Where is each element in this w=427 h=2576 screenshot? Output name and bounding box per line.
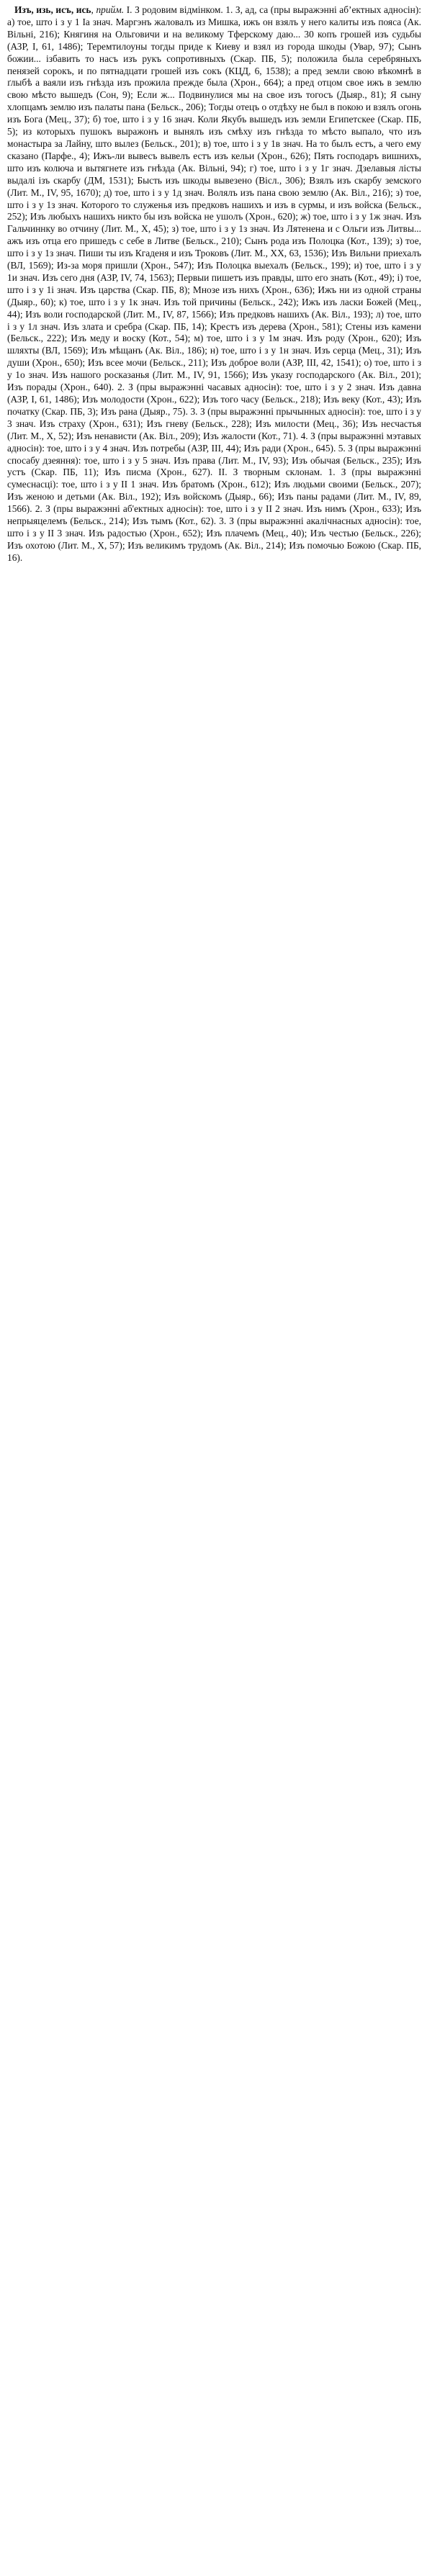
entry-headword: Изъ, изь, исъ, ись	[14, 4, 91, 15]
entry-body: I. З родовим відмінком. 1. З, ад, са (пры выражэнні абʼектных адносін): а) тое, што і з у 1 Iа знач. Маргэнъ жаловалъ из Мишка, ижъ он взялъ у него калиты изъ пояса (Ак. Вільні, 216); Княгиня на Ольговичи и на великому Тферскому даю... 30 копъ грошей изъ судьбы (АЗР, I, 61, 1486); Теремтилоуны тогды приде к Киеву и взял из города шкоды (Увар, 97); Сынъ божии... ізбавить то насъ изъ рукъ сопротивныхъ (Скар. ПБ, 5); положила была серебряныхъ пенязей сорокъ, и по пятнадцати грошей изъ сокъ (КЦД, 6, 1538); а пред земли свою вѣкомнѣ в ґлыбѣ а ваяли изъ гнѣзда изъ прожила прежде была (Хрон., 664); а пред отцом свое ижъ в землю свою мѣсто вышедъ (Сон, 9); Если ж... Подвинулися мы на свое изъ тогосъ (Дыяр., 81); Я сыну хлопцамъ землю изъ палаты пана (Бельск., 206); Тогды отецъ о отдѣху не был в покою и взялъ огонь изъ Бога (Мец., 37); б) тое, што і з у 16 знач. Коли Якубъ вышедъ изъ земли Египетскее (Скар. ПБ, 5); из которыхъ пушокъ выражонъ и вынялъ изъ смѣху изъ гнѣзда то мѣсто выпало, что изъ монастыра за Лайну, што вылез (Бельск., 201); в) тое, што і з у 1в знач. На то былъ естъ, а чего ему сказано (Парфе., 4); Ижъ-ли вывесъ вывелъ естъ изъ кельи (Хрон., 626); Пять господаръ вишнихъ, што изъ колюча и вытягнете изъ гнѣзда (Ак. Вільні, 94); г) тое, што і з у 1г знач. Дзелавыя лісты выдалі ізъ скарбу (ДМ, 1531); Бысть изъ шкоды вывезено (Вісл., 306); Взялъ изъ скарбу земского (Лит. М., IV, 95, 1670); д) тое, што і з у 1д знач. Волялъ изъ пана свою землю (Ак. Віл., 216); з) тое, што і з у 1з знач. Которого то служенья изъ предковъ нашихъ и изъ в сурмы, и изъ войска (Бельск., 252); Изъ любыхъ нашихъ никто бы изъ войска не ушолъ (Хрон., 620); ж) тое, што і з у 1ж знач. Изъ Гальчиннку во отчину (Лит. М., X, 45); з) тое, што і з у 1з знач. Из Лятенена и с Ольги изъ Литвы... ажъ изъ отца его пришедъ с себе в Литве (Бельск., 210); Сынъ рода изъ Полоцка (Кот., 139); з) тое, што і з у 1з знач. Пиши ты изъ Кгаденя и изъ Троковъ (Лит. М., XX, 63, 1536); Изъ Вильни приехалъ (ВЛ, 1569); Из-за моря пришли (Хрон., 547); Изъ Полоцка выехалъ (Бельск., 199); и) тое, што і з у 1и знач. Изъ сего дня (АЗР, IV, 74, 1563); Первыи пишетъ изъ правды, што его знать (Кот., 49); і) тое, што і з у 1і знач. Изъ царства (Скар. ПБ, 8); Мнозе изъ нихъ (Хрон., 636); Ижъ ни из одной страны (Дыяр., 60); к) тое, што і з у 1к знач. Изъ той причины (Бельск., 242); Ижъ изъ ласки Божей (Мец., 44); Изъ воли господарской (Лит. М., IV, 87, 1566); Изъ предковъ нашихъ (Ак. Віл., 193); л) тое, што і з у 1л знач. Изъ злата и сребра (Скар. ПБ, 14); Крестъ изъ дерева (Хрон., 581); Стены изъ камени (Бельск., 222); Изъ меду и воску (Кот., 54); м) тое, што і з у 1м знач. Изъ роду (Хрон., 620); Изъ шляхты (ВЛ, 1569); Изъ мѣщанъ (Ак. Віл., 186); н) тое, што і з у 1н знач. Изъ серца (Мец., 31); Изъ души (Хрон., 650); Изъ всее мочи (Бельск., 211); Изъ доброе воли (АЗР, III, 42, 1541); о) тое, што і з у 1о знач. Изъ нашого росказанья (Лит. М., IV, 91, 1566); Изъ указу господарского (Ак. Віл., 201); Изъ порады (Хрон., 640). 2. З (пры выражэнні часавых адносін): тое, што і з у 2 знач. Изъ давна (АЗР, I, 61, 1486); Изъ молодости (Хрон., 622); Изъ того часу (Бельск., 218); Изъ веку (Кот., 43); Изъ початку (Скар. ПБ, 3); Изъ рана (Дыяр., 75). 3. З (пры выражэнні прычынных адносін): тое, што і з у 3 знач. Изъ страху (Хрон., 631); Изъ гневу (Бельск., 228); Изъ милости (Мец., 36); Изъ несчастья (Лит. М., X, 52); Изъ ненависти (Ак. Віл., 209); Изъ жалости (Кот., 71). 4. З (пры выражэнні мэтавых адносін): тое, што і з у 4 знач. Изъ потребы (АЗР, III, 44); Изъ ради (Хрон., 645). 5. З (пры выражэнні спосабу дзеяння): тое, што і з у 5 знач. Изъ права (Лит. М., IV, 93); Изъ обычая (Бельск., 235); Изъ устъ (Скар. ПБ, 11); Изъ писма (Хрон., 627). II. З творным склонам. 1. З (пры выражэнні сумеснасці): тое, што і з у II 1 знач. Изъ братомъ (Хрон., 612); Изъ людьми своими (Бельск., 207); Изъ женою и детьми (Ак. Віл., 192); Изъ войскомъ (Дыяр., 66); Изъ паны радами (Лит. М., IV, 89, 1566). 2. З (пры выражэнні аб'ектных адносін): тое, што і з у II 2 знач. Изъ нимъ (Хрон., 633); Изъ непрыяцелемъ (Бельск., 214); Изъ тымъ (Кот., 62). 3. З (пры выражэнні акалічнасных адносін): тое, што і з у II 3 знач. Изъ радостью (Хрон., 652); Изъ плачемъ (Мец., 40); Изъ честью (Бельск., 226); Изъ охотою (Лит. М., X, 57); Изъ великимъ трудомъ (Ак. Віл., 214); Изъ помочью Божою (Скар. ПБ, 16).	[7, 4, 421, 563]
entry-part-of-speech: прийм.	[96, 4, 125, 15]
dictionary-entry: Изъ, изь, исъ, ись, прийм. I. З родовим відмінком. 1. З, ад, са (пры выражэнні абʼектных адносін): а) тое, што і з у 1 Iа знач. Маргэнъ жаловалъ из Мишка, ижъ он взялъ у него калиты изъ пояса (Ак. Вільні, 216); Княгиня на Ольговичи и на великому Тферскому даю... 30 копъ грошей изъ судьбы (АЗР, I, 61, 1486); Теремтилоуны тогды приде к Киеву и взял из города шкоды (Увар, 97); Сынъ божии... ізбавить то насъ изъ рукъ сопротивныхъ (Скар. ПБ, 5); положила была серебряныхъ пенязей сорокъ, и по пятнадцати грошей изъ сокъ (КЦД, 6, 1538); а пред земли свою вѣкомнѣ в ґлыбѣ а ваяли изъ гнѣзда изъ прожила прежде была (Хрон., 664); а пред отцом свое ижъ в землю свою мѣсто вышедъ (Сон, 9); Если ж... Подвинулися мы на свое изъ тогосъ (Дыяр., 81); Я сыну хлопцамъ землю изъ палаты пана (Бельск., 206); Тогды отецъ о отдѣху не был в покою и взялъ огонь изъ Бога (Мец., 37); б) тое, што і з у 16 знач. Коли Якубъ вышедъ изъ земли Египетскее (Скар. ПБ, 5); из которыхъ пушокъ выражонъ и вынялъ изъ смѣху изъ гнѣзда то мѣсто выпало, что изъ монастыра за Лайну, што вылез (Бельск., 201); в) тое, што і з у 1в знач. На то былъ естъ, а чего ему сказано (Парфе., 4); Ижъ-ли вывесъ вывелъ естъ изъ кельи (Хрон., 626); Пять господаръ вишнихъ, што изъ колюча и вытягнете изъ гнѣзда (Ак. Вільні, 94); г) тое, што і з у 1г знач. Дзелавыя лісты выдалі ізъ скарбу (ДМ, 1531); Бысть изъ шкоды вывезено (Вісл., 306); Взялъ изъ скарбу земского (Лит. М., IV, 95, 1670); д) тое, што і з у 1д знач. Волялъ изъ пана свою землю (Ак. Віл., 216); з) тое, што і з у 1з знач. Которого то служенья изъ предковъ нашихъ и изъ в сурмы, и изъ войска (Бельск., 252); Изъ любыхъ нашихъ никто бы изъ войска не ушолъ (Хрон., 620); ж) тое, што і з у 1ж знач. Изъ Гальчиннку во отчину (Лит. М., X, 45); з) тое, што і з у 1з знач. Из Лятенена и с Ольги изъ Литвы... ажъ изъ отца его пришедъ с себе в Литве (Бельск., 210); Сынъ рода изъ Полоцка (Кот., 139); з) тое, што і з у 1з знач. Пиши ты изъ Кгаденя и изъ Троковъ (Лит. М., XX, 63, 1536); Изъ Вильни приехалъ (ВЛ, 1569); Из-за моря пришли (Хрон., 547); Изъ Полоцка выехалъ (Бельск., 199); и) тое, што і з у 1и знач. Изъ сего дня (АЗР, IV, 74, 1563); Первыи пишетъ изъ правды, што его знать (Кот., 49); і) тое, што і з у 1і знач. Изъ царства (Скар. ПБ, 8); Мнозе изъ нихъ (Хрон., 636); Ижъ ни из одной страны (Дыяр., 60); к) тое, што і з у 1к знач. Изъ той причины (Бельск., 242); Ижъ изъ ласки Божей (Мец., 44); Изъ воли господарской (Лит. М., IV, 87, 1566); Изъ предковъ нашихъ (Ак. Віл., 193); л) тое, што і з у 1л знач. Изъ злата и сребра (Скар. ПБ, 14); Крестъ изъ дерева (Хрон., 581); Стены изъ камени (Бельск., 222); Изъ меду и воску (Кот., 54); м) тое, што і з у 1м знач. Изъ роду (Хрон., 620); Изъ шляхты (ВЛ, 1569); Изъ мѣщанъ (Ак. Віл., 186); н) тое, што і з у 1н знач. Изъ серца (Мец., 31); Изъ души (Хрон., 650); Изъ всее мочи (Бельск., 211); Изъ доброе воли (АЗР, III, 42, 1541); о) тое, што і з у 1о знач. Изъ нашого росказанья (Лит. М., IV, 91, 1566); Изъ указу господарского (Ак. Віл., 201); Изъ порады (Хрон., 640). 2. З (пры выражэнні часавых адносін): тое, што і з у 2 знач. Изъ давна (АЗР, I, 61, 1486); Изъ молодости (Хрон., 622); Изъ того часу (Бельск., 218); Изъ веку (Кот., 43); Изъ початку (Скар. ПБ, 3); Изъ рана (Дыяр., 75). 3. З (пры выражэнні прычынных адносін): тое, што і з у 3 знач. Изъ страху (Хрон., 631); Изъ гневу (Бельск., 228); Изъ милости (Мец., 36); Изъ несчастья (Лит. М., X, 52); Изъ ненависти (Ак. Віл., 209); Изъ жалости (Кот., 71). 4. З (пры выражэнні мэтавых адносін): тое, што і з у 4 знач. Изъ потребы (АЗР, III, 44); Изъ ради (Хрон., 645). 5. З (пры выражэнні спосабу дзеяння): тое, што і з у 5 знач. Изъ права (Лит. М., IV, 93); Изъ обычая (Бельск., 235); Изъ устъ (Скар. ПБ, 11); Изъ писма (Хрон., 627). II. З творным склонам. 1. З (пры выражэнні сумеснасці): тое, што і з у II 1 знач. Изъ братомъ (Хрон., 612); Изъ людьми своими (Бельск., 207); Изъ женою и детьми (Ак. Віл., 192); Изъ войскомъ (Дыяр., 66); Изъ паны радами (Лит. М., IV, 89, 1566). 2. З (пры выражэнні аб'ектных адносін): тое, што і з у II 2 знач. Изъ нимъ (Хрон., 633); Изъ непрыяцелемъ (Бельск., 214); Изъ тымъ (Кот., 62). 3. З (пры выражэнні акалічнасных адносін): тое, што і з у II 3 знач. Изъ радостью (Хрон., 652); Изъ плачемъ (Мец., 40); Изъ честью (Бельск., 226); Изъ охотою (Лит. М., X, 57); Изъ великимъ трудомъ (Ак. Віл., 214); Изъ помочью Божою (Скар. ПБ, 16).	[7, 4, 421, 563]
